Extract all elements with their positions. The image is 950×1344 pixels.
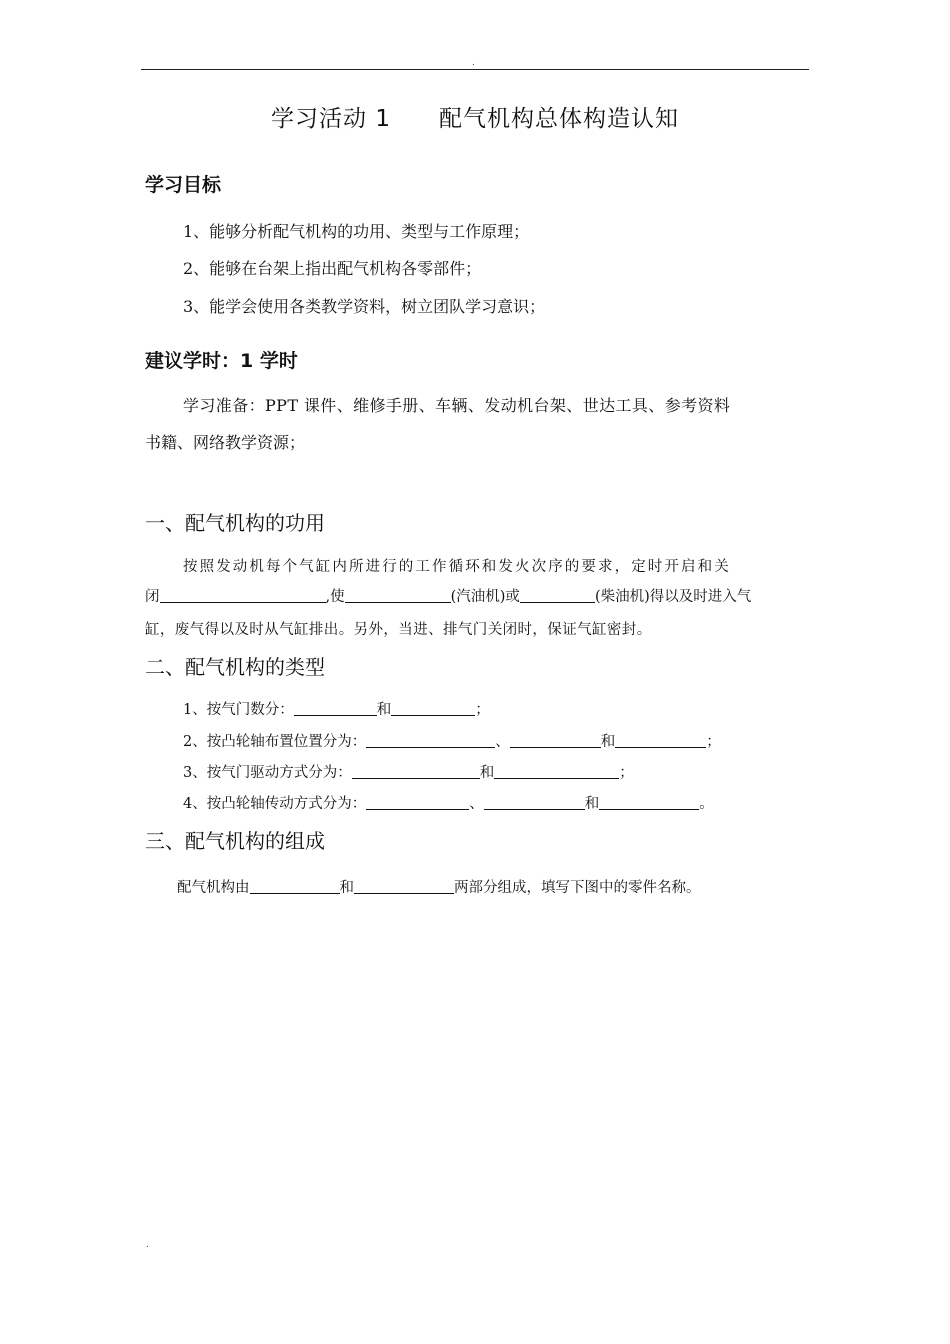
- section1-line-1: 按照发动机每个气缸内所进行的工作循环和发火次序的要求，定时开启和关: [183, 559, 731, 575]
- blank-composition-2[interactable]: [354, 879, 454, 894]
- q4-end: 。: [699, 796, 714, 812]
- blank-q1-1[interactable]: [294, 701, 377, 716]
- section2-q1: [183, 698, 490, 719]
- section1-line-3: 缸，废气得以及时从气缸排出。另外，当进、排气门关闭时，保证气缸密封。: [145, 622, 652, 638]
- q2-end: ；: [706, 734, 721, 750]
- title-topic: 配气机构总体构造认知: [438, 106, 679, 132]
- q4-sep: 、: [469, 796, 484, 812]
- hours-heading: 建议学时：1 学时: [145, 350, 298, 372]
- q4-and: 和: [584, 796, 600, 812]
- q2-label: 2、按凸轮轴布置位置分为：: [183, 734, 367, 750]
- q1-end: ；: [475, 702, 490, 718]
- section1-heading: 一、配气机构的功用: [145, 511, 325, 535]
- q3-and: 和: [479, 765, 495, 781]
- blank-gasoline-intake[interactable]: [345, 588, 451, 603]
- blank-diesel-intake[interactable]: [520, 588, 595, 603]
- section3-text-c: 两部分组成，填写下图中的零件名称。: [454, 880, 701, 896]
- blank-q3-2[interactable]: [494, 764, 619, 779]
- blank-q2-3[interactable]: [615, 733, 706, 748]
- section2-q4: [183, 792, 714, 813]
- q3-label: 3、按气门驱动方式分为：: [183, 765, 352, 781]
- blank-q2-1[interactable]: [366, 733, 495, 748]
- section2-q3: [183, 761, 634, 782]
- blank-composition-1[interactable]: [250, 879, 340, 894]
- section3-heading: 三、配气机构的组成: [145, 829, 325, 853]
- q1-and: 和: [376, 702, 392, 718]
- preparation-line-1: 学习准备：PPT 课件、维修手册、车辆、发动机台架、世达工具、参考资料: [183, 396, 731, 415]
- q2-and: 和: [600, 734, 616, 750]
- blank-q4-2[interactable]: [484, 795, 585, 810]
- section3-line: [177, 876, 701, 897]
- q4-label: 4、按凸轮轴传动方式分为：: [183, 796, 367, 812]
- objective-item-3: 3、能学会使用各类教学资料，树立团队学习意识；: [183, 297, 546, 316]
- title-activity: 学习活动 1: [271, 106, 391, 132]
- header-dot: .: [472, 58, 475, 68]
- section1-text-b: ,使: [325, 589, 345, 605]
- section2-q2: [183, 730, 721, 751]
- blank-q1-2[interactable]: [391, 701, 475, 716]
- section3-text-a: 配气机构由: [177, 880, 250, 896]
- blank-q3-1[interactable]: [352, 764, 480, 779]
- objective-item-2: 2、能够在台架上指出配气机构各零部件；: [183, 259, 482, 278]
- section1-text-d: (柴油机)得以及时进入气: [594, 589, 752, 605]
- blank-q2-2[interactable]: [510, 733, 601, 748]
- page-title: [0, 100, 950, 133]
- blank-q4-3[interactable]: [599, 795, 699, 810]
- q1-label: 1、按气门数分：: [183, 702, 294, 718]
- section1-text-c: (汽油机)或: [450, 589, 520, 605]
- q3-end: ；: [619, 765, 634, 781]
- blank-valve-action[interactable]: [160, 588, 326, 603]
- blank-q4-1[interactable]: [366, 795, 469, 810]
- objectives-heading: 学习目标: [145, 174, 222, 196]
- section1-line-2: [145, 585, 751, 606]
- preparation-line-2: 书籍、网络教学资源；: [145, 433, 306, 452]
- section1-text-a: 闭: [145, 589, 160, 605]
- q2-sep: 、: [495, 734, 510, 750]
- objective-item-1: 1、能够分析配气机构的功用、类型与工作原理；: [183, 222, 530, 241]
- section2-heading: 二、配气机构的类型: [145, 655, 325, 679]
- section3-text-b: 和: [339, 880, 354, 896]
- header-rule: [141, 69, 809, 70]
- footer-dot: .: [146, 1240, 149, 1250]
